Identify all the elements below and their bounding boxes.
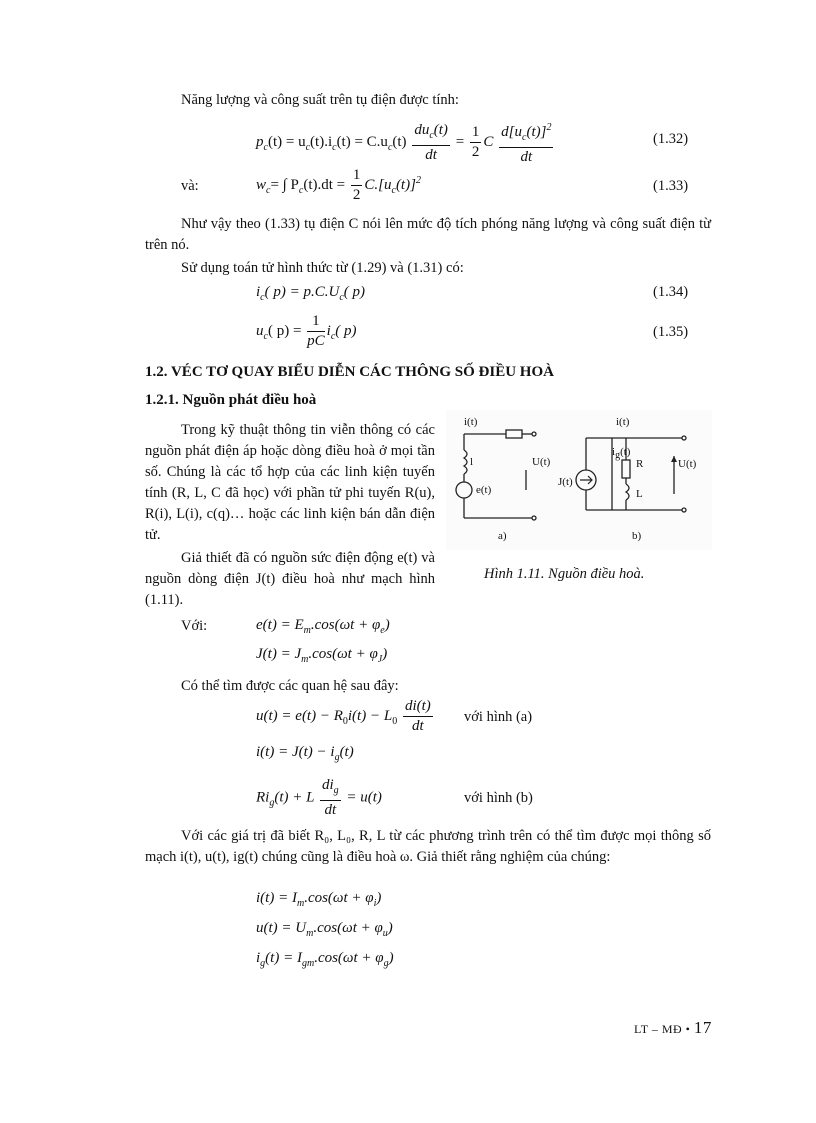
equation-j: $J(t) = J_m.\cos(\omega t + \varphi_J)$ [256, 646, 388, 665]
equation-ri: $Ri_g(t) + L$ $\frac{di_g}{dt}$ = u(t) [256, 777, 382, 818]
footer-label: LT – MĐ • [634, 1022, 691, 1036]
paragraph-3: Trong kỹ thuật thông tin viễn thông có các nguồn phát điện áp hoặc dòng điều hoà ở mọi tần số. Chúng là các tổ hợp của các linh kiện tuyến tính (R, L, C đã học) với phần tử phi tuyến R(u), R(i), L(i), c(q)… hoặc các linh kiện bán dẫn điện tử. [145, 422, 435, 543]
equation-number-1-34: (1.34) [653, 284, 689, 300]
figure-caption: Hình 1.11. Nguồn điều hoà. [484, 566, 645, 582]
equation-number-1-33: (1.33) [653, 178, 689, 194]
paragraph-6: Với các giá trị đã biết R₀, L₀, R, L từ các phương trình trên có thể tìm được mọi thông số mạch i(t), u(t), ig(t) chúng cũng là điều hoà ω. Giả thiết rằng nghiệm của chúng: [145, 828, 711, 865]
fig-a-sub-label: a) [498, 530, 507, 542]
fig-b-u-label: U(t) [678, 458, 697, 470]
equation-1-34: $i_c$( $p) = p.C.U_c$( p) [256, 284, 366, 303]
paragraph-5: Có thể tìm được các quan hệ sau đây: [181, 678, 399, 694]
fig-a-e-label: e(t) [476, 484, 492, 496]
note-figure-b: với hình (b) [464, 790, 533, 806]
equation-1-33: $w_c=$ ∫ $P_c(t).dt$ = $\frac{1}{2}$ $C.[u_c(t)]^2$ [256, 167, 421, 203]
equation-im: $i(t) = I_m.\cos(\omega t + \varphi_i)$ [256, 890, 382, 909]
equation-e: $e(t) = E_m.\cos(\omega t + \varphi_e)$ [256, 617, 390, 636]
equation-1-35: $u_c$( p) = $\frac{1}{pC}$ $i_c$( p) [256, 313, 357, 349]
eq-prefix-va: và: [181, 178, 199, 194]
page-number: 17 [693, 1018, 712, 1037]
equation-i: $i(t) = J(t) - i_g(t)$ [256, 744, 354, 763]
section-heading: 1.2. VÉC TƠ QUAY BIỂU DIỄN CÁC THÔNG SỐ ĐIỀU HOÀ [145, 364, 554, 380]
fig-b-j-label: J(t) [558, 476, 573, 488]
circuit-diagram [446, 410, 712, 550]
equation-ig: $i_g(t) = I_{gm}.\cos(\omega t + \varphi_g)$ [256, 950, 394, 969]
with-label: Với: [181, 618, 208, 634]
fig-b-sub-label: b) [632, 530, 642, 542]
paragraph-2: Sử dụng toán tử hình thức từ (1.29) và (1.31) có: [181, 260, 464, 276]
equation-1-32: $p_c(t) = u_c(t).i_c(t) = C.u_c(t)$ $\frac{du_c(t)}{dt}$ = $\frac{1}{2}$ C $\frac{d[u_c(t)]^2}{dt}$ [256, 118, 555, 167]
equation-u: $u(t) = e(t) - R_0i(t) - L_0$ $\frac{di(t)}{dt}$ [256, 698, 431, 734]
paragraph-1: Như vậy theo (1.33) tụ điện C nói lên mức độ tích phóng năng lượng và công suất điện từ trên nó. [145, 216, 711, 253]
fig-b-i-label: i(t) [616, 416, 630, 428]
equation-number-1-32: (1.32) [653, 131, 689, 147]
fig-a-l-label: l [470, 456, 474, 468]
equation-number-1-35: (1.35) [653, 324, 689, 340]
paragraph-4: Giả thiết đã có nguồn sức điện động e(t) và nguồn dòng điện J(t) điều hoà như mạch hình (1.11). [145, 550, 435, 608]
equation-um: $u(t) = U_m.\cos(\omega t + \varphi_u)$ [256, 920, 393, 939]
intro-text: Năng lượng và công suất trên tụ điện được tính: [181, 92, 459, 108]
fig-b-ig-label: $i_g(t)$ [612, 446, 631, 462]
page-footer [634, 1018, 712, 1038]
fig-b-r-label: R [636, 458, 644, 470]
subsection-heading: 1.2.1. Nguồn phát điều hoà [145, 392, 317, 408]
figure-1-11 [446, 410, 712, 550]
fig-a-u-label: U(t) [532, 456, 551, 468]
fig-b-l-label: L [636, 488, 643, 500]
fig-a-i-label: i(t) [464, 416, 478, 428]
note-figure-a: với hình (a) [464, 709, 533, 725]
